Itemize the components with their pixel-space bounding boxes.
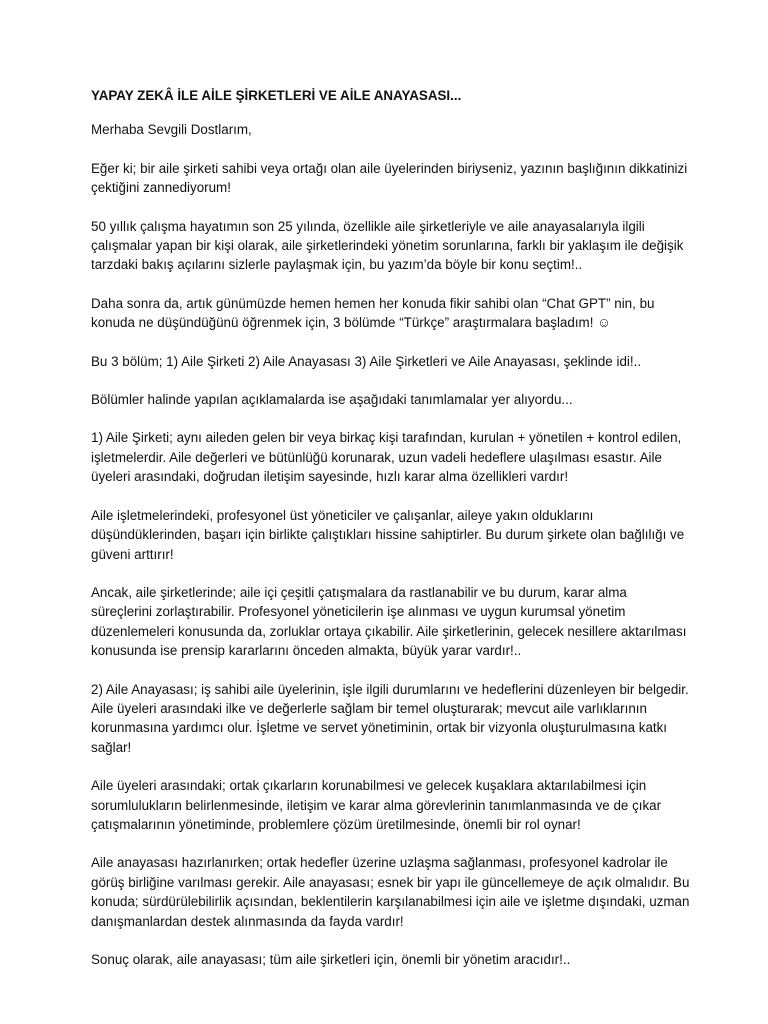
- document-title: YAPAY ZEKÂ İLE AİLE ŞİRKETLERİ VE AİLE ANAYASASI...: [91, 88, 462, 103]
- paragraph-conclusion: Sonuç olarak, aile anayasası; tüm aile şirketleri için, önemli bir yönetim aracıdır!..: [91, 952, 571, 967]
- paragraph-chat-gpt: Daha sonra da, artık günümüzde hemen hemen her konuda fikir sahibi olan “Chat GPT” nin, bu konuda ne düşündüğünü öğrenmek için, 3 bölümde “Türkçe” araştırmalara başladım! ☺: [91, 295, 655, 331]
- paragraph-family-company: 1) Aile Şirketi; aynı aileden gelen bir veya birkaç kişi tarafından, kurulan + yönetilen + kontrol edilen, işletmelerdir. Aile değerleri ve bütünlüğü korunarak, uzun vadeli hedeflere ulaşılması esastır. Aile üyeleri arasındaki, doğrudan iletişim sayesinde, hızlı karar alma özellikleri vardır!: [91, 430, 682, 485]
- paragraph-family-business-staff: Aile işletmelerindeki, profesyonel üst yöneticiler ve çalışanlar, aileye yakın olduklarını düşündüklerinden, başarı için birlikte çalıştıkları hissine sahiptirler. Bu durum şirkete olan bağlılığı ve güveni arttırır!: [91, 507, 685, 562]
- paragraph-conflicts: Ancak, aile şirketlerinde; aile içi çeşitli çatışmalara da rastlanabilir ve bu durum, karar alma süreçlerini zorlaştırabilir. Profesyonel yöneticilerin işe alınması ve uygun kurumsal yönetim düzenlemeleri konusunda da, zorluklar ortaya çıkabilir. Aile şirketlerinin, gelecek nesillere aktarılması konusunda ise prensip kararlarını önceden almakta, büyük yarar vardır!..: [91, 584, 687, 659]
- paragraph-definitions-intro: Bölümler halinde yapılan açıklamalarda ise aşağıdaki tanımlamalar yer alıyordu...: [91, 392, 573, 408]
- document-page: [91, 86, 691, 988]
- paragraph-family-constitution: 2) Aile Anayasası; iş sahibi aile üyelerinin, işle ilgili durumlarını ve hedeflerini düzenleyen bir belgedir. Aile üyeleri arasındaki ilke ve değerlerle sağlam bir temel oluşturarak; mevcut aile varlıklarının korunmasına yardımcı olur. İşletme ve servet yönetiminin, ortak bir vizyonla oluşturulmasına katkı sağlar!: [91, 681, 689, 755]
- paragraph-greeting: Merhaba Sevgili Dostlarım,: [91, 122, 252, 138]
- paragraph-intro: Eğer ki; bir aile şirketi sahibi veya ortağı olan aile üyelerinden biriyseniz, yazının başlığının dikkatinizi çektiğini zannediyorum!: [91, 160, 688, 196]
- paragraph-sections: Bu 3 bölüm; 1) Aile Şirketi 2) Aile Anayasası 3) Aile Şirketleri ve Aile Anayasası, şeklinde idi!..: [91, 353, 642, 369]
- paragraph-constitution-role: Aile üyeleri arasındaki; ortak çıkarların korunabilmesi ve gelecek kuşaklara aktarılabilmesi için sorumlulukların belirlenmesinde, iletişim ve karar alma görevlerinin tanımlanmasında ve de çıkar çatışmalarının yönetiminde, problemlere çözüm üretilmesinde, önemli bir rol oynar!: [91, 778, 662, 832]
- paragraph-constitution-preparation: Aile anayasası hazırlanırken; ortak hedefler üzerine uzlaşma sağlanması, profesyonel kadrolar ile görüş birliğine varılması gerekir. Aile anayasası; esnek bir yapı ile güncellemeye de açık olmalıdır. Bu konuda; sürdürülebilirlik açısından, beklentilerin karşılanabilmesi için aile ve işletme dışındaki, uzman danışmanlardan destek alınmasında da fayda vardır!: [91, 855, 690, 929]
- paragraph-experience: 50 yıllık çalışma hayatımın son 25 yılında, özellikle aile şirketleriyle ve aile anayasalarıyla ilgili çalışmalar yapan bir kişi olarak, aile şirketlerindeki yönetim sorunlarına, farklı bir yaklaşım ile değişik tarzdaki bakış açılarını sizlerle paylaşmak için, bu yazım’da böyle bir konu seçtim!..: [91, 218, 684, 273]
